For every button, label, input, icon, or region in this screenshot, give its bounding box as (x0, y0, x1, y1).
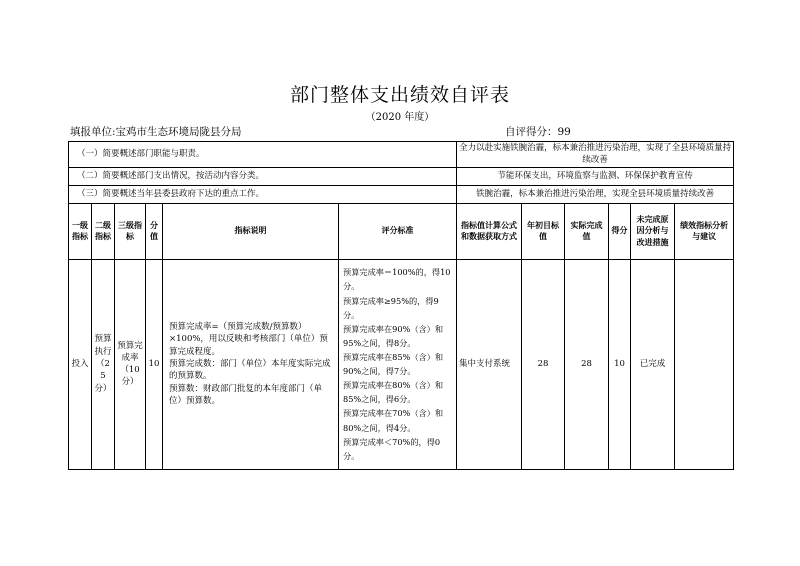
cell-actual: 28 (565, 259, 609, 469)
criteria-line: 预算完成率在70%（含）和80%之间，得4分。 (343, 408, 444, 433)
criteria-line: 预算完成率≥95%的，得9分。 (343, 295, 439, 320)
description-line: 预算完成数：部门（单位）本年度实际完成的预算数。 (169, 358, 331, 382)
header-description: 指标说明 (163, 203, 339, 259)
cell-reason: 已完成 (631, 259, 675, 469)
summary-row (69, 142, 734, 168)
header-level3: 三级指标 (115, 203, 146, 259)
cell-level2: 预算执行（25分） (92, 259, 115, 469)
header-reason: 未完成原因分析与改进措施 (631, 203, 675, 259)
cell-criteria (339, 259, 457, 469)
cell-weight: 10 (146, 259, 163, 469)
header-level2: 二级指标 (92, 203, 115, 259)
criteria-line: 预算完成率＜70%的，得0分。 (343, 436, 441, 461)
summary-answer-3: 铁腕治霾，标本兼治推进污染治理，实现全县环境质量持续改善 (457, 185, 734, 203)
report-unit: 填报单位:宝鸡市生态环境局陇县分局 (70, 126, 242, 138)
description-line: 预算数：财政部门批复的本年度部门（单位）预算数。 (169, 383, 323, 406)
header-analysis: 绩效指标分析与建议 (675, 203, 734, 259)
cell-score: 10 (609, 259, 631, 469)
summary-answer-2: 节能环保支出，环境监察与监测、环保保护教育宣传 (457, 167, 734, 185)
summary-question-2: （二）简要概述部门支出情况，按活动内容分类。 (69, 167, 457, 185)
criteria-line: 预算完成率在90%（含）和95%之间，得8分。 (343, 323, 444, 348)
header-weight: 分值 (146, 203, 163, 259)
criteria-line: 预算完成率在80%（含）和85%之间，得6分。 (343, 380, 444, 405)
summary-answer-1: 全力以赴实施铁腕治霾，标本兼治推进污染治理，实现了全县环境质量持续改善 (457, 142, 734, 168)
criteria-line: 预算完成率＝100%的，得10分。 (343, 267, 451, 292)
header-method: 指标值计算公式和数据获取方式 (457, 203, 522, 259)
summary-row (69, 185, 734, 203)
cell-method: 集中支付系统 (457, 259, 522, 469)
header-actual: 实际完成值 (565, 203, 609, 259)
summary-row (69, 167, 734, 185)
description-line: 预算完成率=（预算完成数/预算数）×100%，用以反映和考核部门（单位）预算完成程度。 (169, 322, 328, 357)
page-subtitle: （2020 年度） (365, 112, 435, 123)
table-row (69, 259, 734, 469)
header-criteria: 评分标准 (339, 203, 457, 259)
header-target: 年初目标值 (522, 203, 565, 259)
cell-target: 28 (522, 259, 565, 469)
performance-table (68, 141, 734, 470)
cell-analysis (675, 259, 734, 469)
page-title: 部门整体支出绩效自评表 (289, 84, 510, 106)
header-row (69, 203, 734, 259)
summary-question-1: （一）简要概述部门职能与职责。 (69, 142, 457, 168)
self-score: 自评得分：99 (505, 126, 571, 138)
header-score: 得分 (609, 203, 631, 259)
cell-level3: 预算完成率（10分） (115, 259, 146, 469)
summary-question-3: （三）简要概述当年县委县政府下达的重点工作。 (69, 185, 457, 203)
cell-level1: 投入 (69, 259, 92, 469)
cell-description (163, 259, 339, 469)
criteria-line: 预算完成率在85%（含）和90%之间，得7分。 (343, 352, 444, 377)
header-level1: 一级指标 (69, 203, 92, 259)
